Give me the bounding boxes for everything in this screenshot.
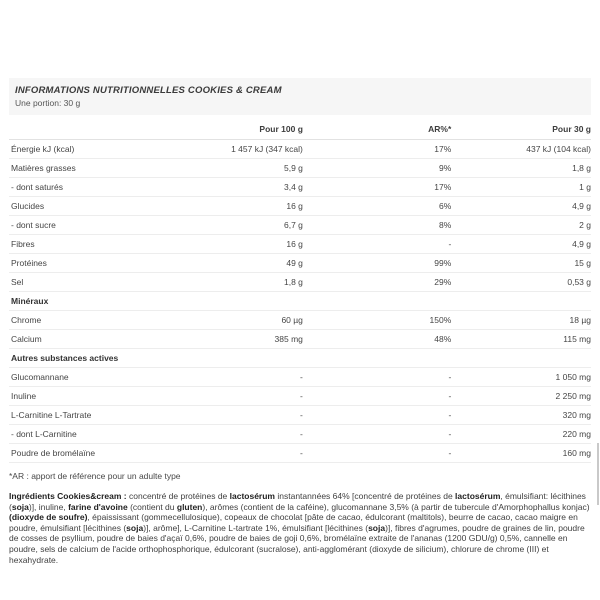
value-per-100g: 16 g <box>178 235 303 254</box>
value-per-100g: 3,4 g <box>178 178 303 197</box>
row-label: Fibres <box>9 235 178 254</box>
ingredient-text: )], fibres d'agrumes, poudre de graines de lin, poudre de cosses de psyllium, poudre de baies d'açaï 0,6%, poudre de baies de goji 0,6%, bromélaïne extraite de l'ananas (1200 GDU/g) 0,5%, cannelle en poudre, sels de calcium de l'acide orthophosphorique, édulcorant (sucralose), anti-agglomérant (dioxyde de silicium), chlorure de chrome (III) et hexahydrate. <box>9 522 585 565</box>
footnote: *AR : apport de référence pour un adulte type <box>9 471 181 481</box>
table-row <box>9 330 591 349</box>
value-per-100g: - <box>178 444 303 463</box>
row-label: Calcium <box>9 330 178 349</box>
column-header-empty <box>9 118 178 140</box>
value-per-100g: - <box>178 368 303 387</box>
row-label: Glucomannane <box>9 368 178 387</box>
ingredient-bold-text: soja <box>368 522 386 533</box>
ingredient-text: ), arômes (contient de la caféine), glucomannane 3,5% (à partir de tubercule d'Amorphophallus konjac) <box>202 501 590 512</box>
row-label: - dont sucre <box>9 216 178 235</box>
ingredient-text: (contient du <box>127 501 177 512</box>
value-ar-percent: - <box>303 368 451 387</box>
section-label: Autres substances actives <box>9 349 591 368</box>
value-ar-percent: 17% <box>303 178 451 197</box>
row-label: Protéines <box>9 254 178 273</box>
value-ar-percent: - <box>303 387 451 406</box>
row-label: Inuline <box>9 387 178 406</box>
value-per-100g: - <box>178 387 303 406</box>
column-header-ar-percent: AR%* <box>303 118 451 140</box>
value-per-30g: 320 mg <box>451 406 591 425</box>
value-per-100g: 385 mg <box>178 330 303 349</box>
table-row <box>9 197 591 216</box>
value-per-30g: 4,9 g <box>451 197 591 216</box>
ingredient-bold-text: lactosérum <box>229 491 275 501</box>
value-ar-percent: - <box>303 444 451 463</box>
ingredient-bold-text: (dioxyde de soufre) <box>9 512 88 523</box>
ingredient-bold-text: soja <box>11 501 29 512</box>
panel-header <box>9 78 591 115</box>
value-ar-percent: 150% <box>303 311 451 330</box>
table-row <box>9 444 591 463</box>
value-ar-percent: - <box>303 235 451 254</box>
ingredient-text: instantannées 64% [concentré de protéines de <box>275 491 456 501</box>
table-row <box>9 425 591 444</box>
ingredient-text: , émulsifiant: lécithines ( <box>9 491 586 512</box>
value-per-30g: 115 mg <box>451 330 591 349</box>
value-ar-percent: 99% <box>303 254 451 273</box>
value-ar-percent: 29% <box>303 273 451 292</box>
value-per-100g: 49 g <box>178 254 303 273</box>
value-per-30g: 160 mg <box>451 444 591 463</box>
table-header-row <box>9 118 591 140</box>
value-per-100g: - <box>178 425 303 444</box>
value-ar-percent: 17% <box>303 140 451 159</box>
ingredient-text: )], arôme], L-Carnitine L-tartrate 1%, émulsifiant [lécithines ( <box>143 522 369 533</box>
row-label: Poudre de bromélaïne <box>9 444 178 463</box>
value-per-100g: 5,9 g <box>178 159 303 178</box>
value-per-100g: 1 457 kJ (347 kcal) <box>178 140 303 159</box>
row-label: - dont L-Carnitine <box>9 425 178 444</box>
section-label: Minéraux <box>9 292 591 311</box>
value-per-100g: - <box>178 406 303 425</box>
ingredients-text <box>9 491 591 565</box>
value-ar-percent: 8% <box>303 216 451 235</box>
row-label: Matières grasses <box>9 159 178 178</box>
section-row <box>9 349 591 368</box>
value-per-30g: 1 050 mg <box>451 368 591 387</box>
table-row <box>9 368 591 387</box>
value-per-30g: 1 g <box>451 178 591 197</box>
ingredient-text: )], inuline, <box>28 501 69 512</box>
row-label: Glucides <box>9 197 178 216</box>
value-per-30g: 437 kJ (104 kcal) <box>451 140 591 159</box>
column-header-per-100g: Pour 100 g <box>178 118 303 140</box>
table-row <box>9 235 591 254</box>
value-per-30g: 2 g <box>451 216 591 235</box>
value-per-30g: 18 µg <box>451 311 591 330</box>
ingredient-bold-text: soja <box>126 522 144 533</box>
value-ar-percent: - <box>303 425 451 444</box>
table-row <box>9 387 591 406</box>
table-row <box>9 406 591 425</box>
value-per-30g: 15 g <box>451 254 591 273</box>
value-per-30g: 0,53 g <box>451 273 591 292</box>
table-row <box>9 254 591 273</box>
section-row <box>9 292 591 311</box>
table-row <box>9 178 591 197</box>
value-per-30g: 4,9 g <box>451 235 591 254</box>
value-per-30g: 220 mg <box>451 425 591 444</box>
table-row <box>9 159 591 178</box>
row-label: Chrome <box>9 311 178 330</box>
ingredient-bold-text: lactosérum <box>455 491 501 501</box>
ingredient-text: concentré de protéines de <box>128 491 230 501</box>
panel-title: INFORMATIONS NUTRITIONNELLES COOKIES & CREAM <box>15 85 282 96</box>
value-per-100g: 6,7 g <box>178 216 303 235</box>
ingredient-text: , épaississant (gommecellulosique), copeaux de chocolat [pâte de cacao, édulcorant (maltitols), beurre de cacao, cacao maigre en poudre, émulsifiant [lécithines ( <box>9 512 578 533</box>
table-row <box>9 216 591 235</box>
panel-content <box>9 78 591 565</box>
table-row <box>9 140 591 159</box>
portion-text: Une portion: 30 g <box>15 98 81 108</box>
ingredient-bold-text: farine d'avoine <box>68 501 128 512</box>
ingredient-bold-text: Ingrédients Cookies&cream : <box>9 491 129 501</box>
value-per-30g: 1,8 g <box>451 159 591 178</box>
value-per-100g: 16 g <box>178 197 303 216</box>
table-row <box>9 273 591 292</box>
column-header-per-30g: Pour 30 g <box>451 118 591 140</box>
row-label: - dont saturés <box>9 178 178 197</box>
row-label: Énergie kJ (kcal) <box>9 140 178 159</box>
value-per-100g: 1,8 g <box>178 273 303 292</box>
value-per-100g: 60 µg <box>178 311 303 330</box>
row-label: Sel <box>9 273 178 292</box>
value-per-30g: 2 250 mg <box>451 387 591 406</box>
value-ar-percent: 6% <box>303 197 451 216</box>
ingredient-bold-text: gluten <box>176 501 203 512</box>
value-ar-percent: 48% <box>303 330 451 349</box>
table-row <box>9 311 591 330</box>
nutrition-table <box>9 118 591 463</box>
value-ar-percent: - <box>303 406 451 425</box>
row-label: L-Carnitine L-Tartrate <box>9 406 178 425</box>
value-ar-percent: 9% <box>303 159 451 178</box>
scrollbar-thumb[interactable] <box>597 443 599 505</box>
